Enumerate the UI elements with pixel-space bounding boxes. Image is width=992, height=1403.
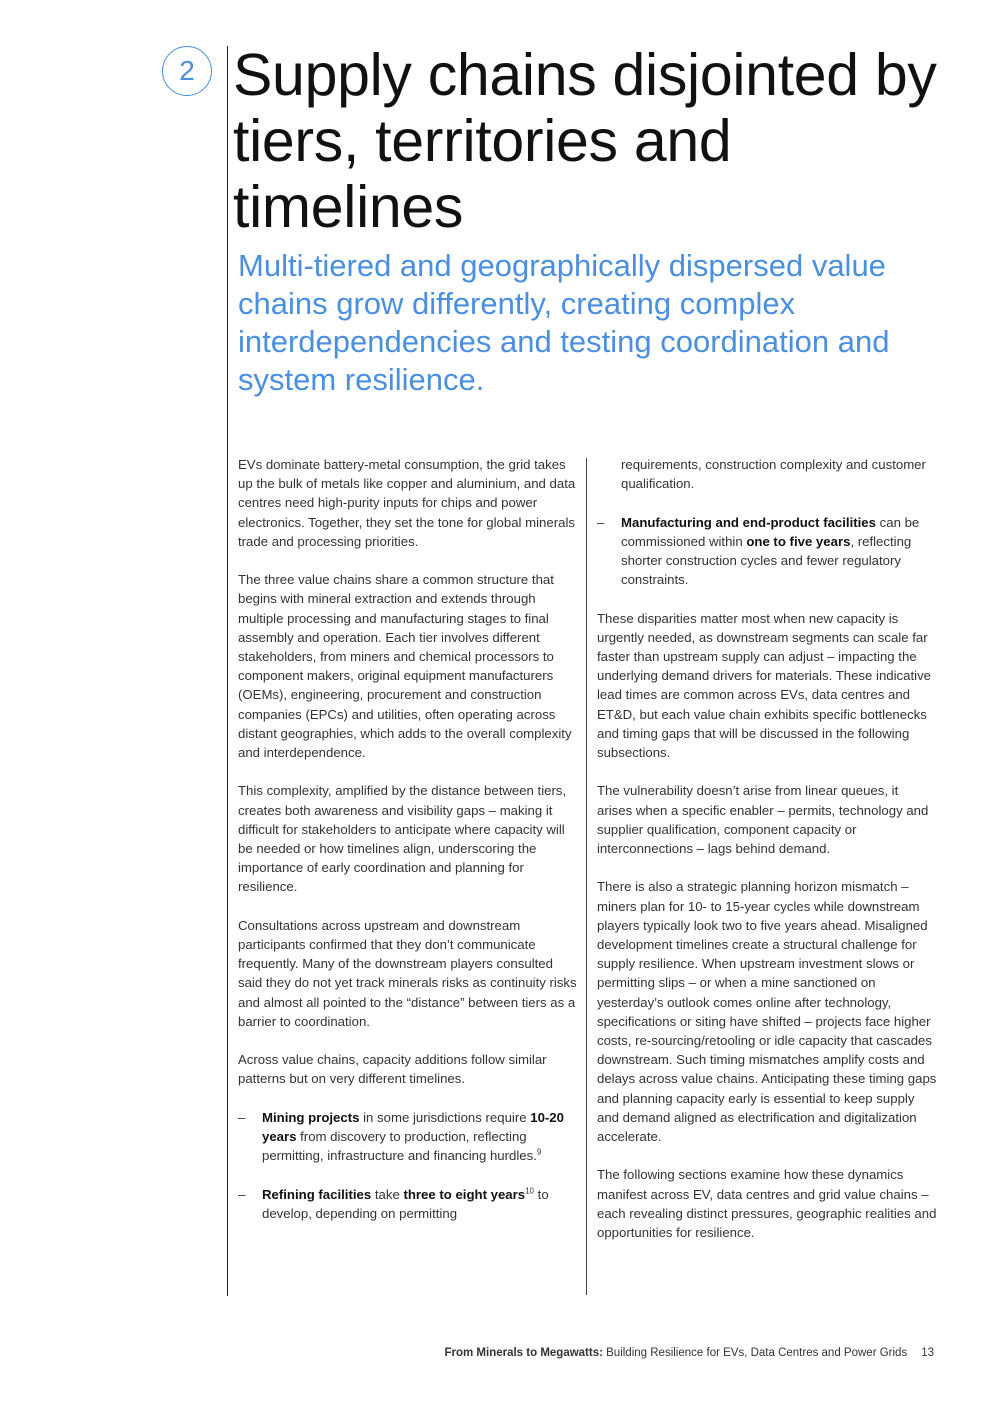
paragraph: The vulnerability doesn’t arise from linear queues, it arises when a specific enabler – permits, technology and supplier qualification, component capacity or interconnections – lags behind demand. (597, 783, 929, 857)
page-subtitle: Multi-tiered and geographically dispersed value chains grow differently, creating complex interdependencies and testing coordination and system resilience. (238, 248, 890, 397)
title-rule (227, 46, 228, 1296)
page-title: Supply chains disjointed by tiers, territories and timelines (233, 42, 937, 240)
paragraph: The three value chains share a common structure that begins with mineral extraction and extends through multiple processing and manufacturing stages to final assembly and operation. Each tier involves different stakeholders, from miners and chemical processors to component makers, original equipment manufacturers (OEMs), engineering, procurement and construction companies (EPCs) and utilities, often operating across distant geographies, which adds to the overall complexity and interdependence. (238, 572, 572, 761)
list-item-text: in some jurisdictions require (359, 1109, 531, 1125)
lead-time-list-continued (597, 455, 937, 589)
report-title-bold: From Minerals to Megawatts: (444, 1347, 603, 1359)
list-item-continuation (597, 455, 937, 493)
list-item-label: Refining facilities (262, 1186, 372, 1202)
list-item-manufacturing (597, 513, 937, 590)
list-item-mining (238, 1108, 578, 1166)
footnote-ref[interactable]: 9 (536, 1147, 542, 1157)
page-footer (444, 1347, 934, 1359)
list-dash: – (238, 1109, 246, 1125)
paragraph: Consultations across upstream and downstream participants confirmed that they don’t communicate frequently. Many of the downstream players consulted said they do not yet track minerals risks as continuity risks and almost all pointed to the “distance” between tiers as a barrier to coordination. (238, 917, 577, 1029)
list-dash: – (238, 1186, 246, 1202)
list-item-refining (238, 1185, 578, 1223)
list-item-label: Manufacturing and end-product facilities (621, 514, 876, 530)
paragraph: EVs dominate battery-metal consumption, the grid takes up the bulk of metals like copper and aluminium, and data centres need high-purity inputs for chips and power electronics. Together, they set the tone for global minerals trade and processing priorities. (238, 457, 576, 549)
list-item-text: to develop, depending on permitting (262, 1186, 549, 1221)
list-item-duration: one to five years (746, 533, 851, 549)
list-item-text: , reflecting shorter construction cycles and fewer regulatory constraints. (621, 533, 912, 588)
list-dash: – (597, 514, 605, 530)
paragraph: This complexity, amplified by the distance between tiers, creates both awareness and visibility gaps – making it difficult for stakeholders to anticipate where capacity will be needed or how timelines align, underscoring the importance of early coordination and planning for resilience. (238, 783, 567, 895)
list-item-text: requirements, construction complexity and customer qualification. (621, 457, 926, 492)
text-column-left (238, 455, 578, 1242)
paragraph: There is also a strategic planning horizon mismatch – miners plan for 10- to 15-year cycles while downstream players typically look two to five years ahead. Misaligned development timelines create a structural challenge for supply resilience. When upstream investment slows or permitting slips – or when a mine sanctioned on yesterday’s outlook comes online after technology, specifications or siting have shifted – projects face higher costs, re-sourcing/retooling or idle capacity that cascades downstream. Such timing mismatches amplify costs and delays across value chains. Anticipating these timing gaps and planning capacity early is essential to keep supply and demand aligned as electrification and digitalization accelerate. (597, 879, 937, 1145)
lead-time-list (238, 1108, 578, 1223)
text-column-right (597, 455, 937, 1261)
column-divider (586, 458, 587, 1295)
report-title-rest: Building Resilience for EVs, Data Centres and Power Grids (602, 1347, 908, 1359)
list-item-text: can be commissioned within (621, 514, 920, 549)
list-item-duration: three to eight years (403, 1186, 526, 1202)
paragraph: These disparities matter most when new capacity is urgently needed, as downstream segments can scale far faster than upstream supply can adjust – impacting the underlying demand drivers for materials. These indicative lead times are common across EVs, data centres and ET&D, but each value chain exhibits specific bottlenecks and timing gaps that will be discussed in the following subsections. (597, 610, 932, 761)
list-item-duration: 10-20 years (262, 1109, 564, 1145)
footnote-ref[interactable]: 10 (525, 1186, 535, 1196)
list-item-text: take (371, 1186, 404, 1202)
chapter-number-badge: 2 (162, 46, 212, 96)
paragraph: Across value chains, capacity additions follow similar patterns but on very different timelines. (238, 1052, 547, 1087)
page-number: 13 (921, 1347, 934, 1359)
list-item-text: from discovery to production, reflecting permitting, infrastructure and financing hurdles. (262, 1129, 537, 1164)
list-item-label: Mining projects (262, 1109, 360, 1125)
paragraph: The following sections examine how these dynamics manifest across EV, data centres and grid value chains – each revealing distinct pressures, geographic realities and opportunities for resilience. (597, 1167, 937, 1241)
